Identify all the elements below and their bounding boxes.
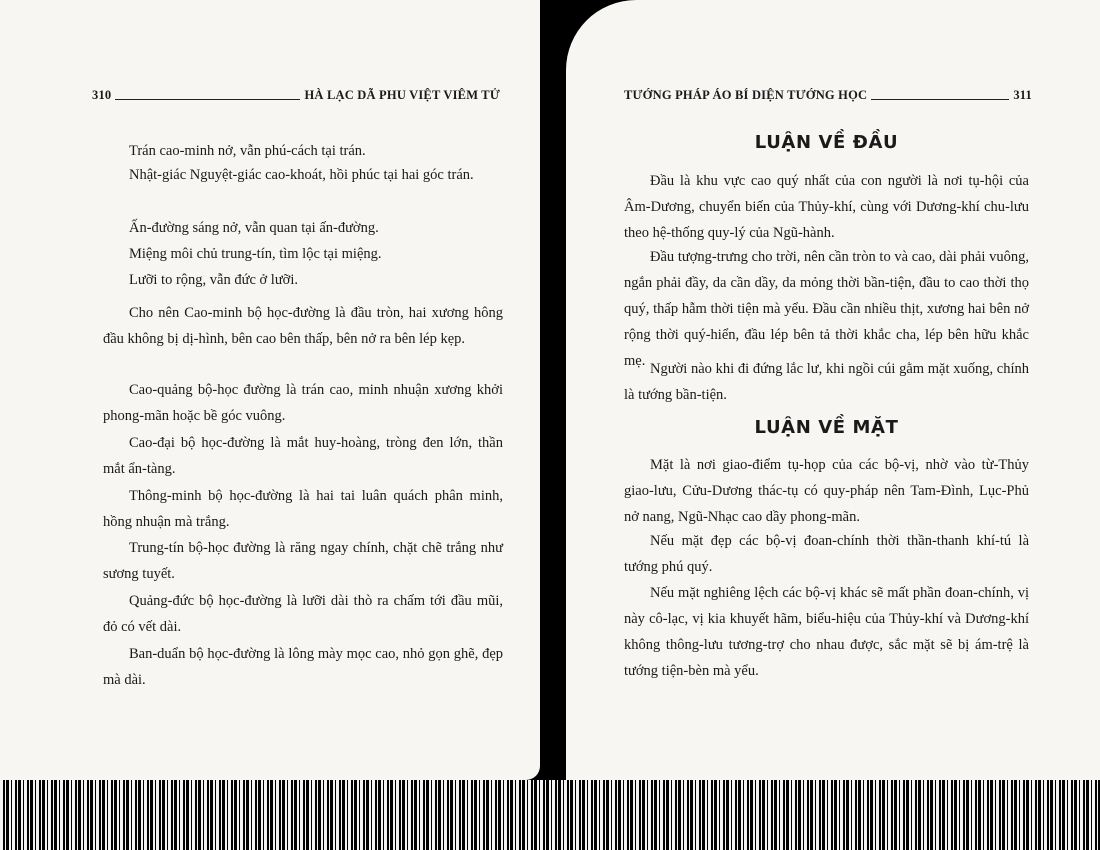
right-page-header [624, 88, 1032, 103]
paragraph: Lưỡi to rộng, vẫn đức ở lưỡi. [129, 272, 299, 288]
paragraph: Thông-minh bộ học-đường là hai tai luân quách phân minh, hồng nhuận mà trắng. [103, 488, 503, 530]
paragraph: Cao-đại bộ học-đường là mắt huy-hoàng, tròng đen lớn, thần mắt ẩn-tàng. [103, 435, 503, 477]
left-page [0, 0, 540, 780]
scan-edge-strip [0, 780, 1100, 850]
paragraph: Cho nên Cao-minh bộ học-đường là đầu tròn, hai xương hông đầu không bị dị-hình, bên cao bên thấp, bên nở ra bên lép kẹp. [103, 305, 503, 347]
paragraph: Trung-tín bộ-học đường là răng ngay chính, chặt chẽ trắng như sương tuyết. [103, 540, 503, 582]
paragraph: Quảng-đức bộ học-đường là lưỡi dài thò ra chấm tới đầu mũi, đỏ có vết dài. [103, 593, 503, 635]
paragraph: Nếu mặt đẹp các bộ-vị đoan-chính thời thần-thanh khí-tú là tướng phú quý. [624, 533, 1029, 575]
section-heading: LUẬN VỀ MẶT [754, 417, 899, 438]
left-page-header [92, 88, 500, 103]
right-running-title: TƯỚNG PHÁP ÁO BÍ DIỆN TƯỚNG HỌC [624, 88, 868, 102]
header-rule [871, 99, 1009, 100]
right-page [566, 0, 1100, 780]
paragraph: Đầu là khu vực cao quý nhất của con người là nơi tụ-hội của Âm-Dương, chuyển biến của Thủy-khí, cùng với Dương-khí chu-lưu theo hệ-thống quy-lý của Ngũ-hành. [624, 173, 1029, 241]
paragraph: Mặt là nơi giao-điểm tụ-họp của các bộ-vị, nhờ vào từ-Thủy giao-lưu, Cửu-Dương thác-tụ có quy-pháp nên Tam-Đình, Lục-Phủ nở nang, Ngũ-Nhạc cao dầy phong-mãn. [624, 457, 1029, 525]
header-rule [115, 99, 300, 100]
left-running-title: HÀ LẠC DÃ PHU VIỆT VIÊM TỬ [304, 88, 500, 102]
paragraph: Cao-quảng bộ-học đường là trán cao, minh nhuận xương khởi phong-mãn hoặc bề góc vuông. [103, 382, 503, 424]
paragraph: Ấn-đường sáng nở, vẫn quan tại ấn-đường. [129, 220, 379, 236]
paragraph: Nhật-giác Nguyệt-giác cao-khoát, hồi phúc tại hai góc trán. [129, 167, 474, 183]
paragraph: Nếu mặt nghiêng lệch các bộ-vị khác sẽ mất phần đoan-chính, vị này cô-lạc, vị kia khuyết hãm, biểu-hiệu của Thủy-khí và Dương-khí không thông-lưu tương-trợ cho nhau được, sắc mặt sẽ bị ám-trệ là tướng tiện-bèn mà yểu. [624, 585, 1029, 679]
paragraph: Ban-duẩn bộ học-đường là lông mày mọc cao, nhỏ gọn ghẽ, đẹp mà dài. [103, 646, 503, 688]
paragraph: Trán cao-minh nở, vẫn phú-cách tại trán. [129, 143, 366, 159]
paragraph: Người nào khi đi đứng lắc lư, khi ngồi cúi gằm mặt xuống, chính là tướng bần-tiện. [624, 361, 1029, 403]
right-page-number: 311 [1013, 88, 1032, 102]
section-heading: LUẬN VỀ ĐẦU [754, 132, 899, 153]
paragraph: Miệng môi chủ trung-tín, tìm lộc tại miệng. [129, 246, 382, 262]
left-page-number: 310 [92, 88, 112, 102]
paragraph: Đầu tượng-trưng cho trời, nên cần tròn to và cao, dài phải vuông, ngắn phải đầy, da cần dầy, da mỏng thời bần-tiện, đầu to cao thời thọ quý, thấp hẫm thời tiện mà yểu. Đầu cần nhiều thịt, xương hai bên nở rộng thời quý-hiển, đầu lép bên tả thời khắc cha, lép bên hữu khắc mẹ. [624, 249, 1029, 369]
